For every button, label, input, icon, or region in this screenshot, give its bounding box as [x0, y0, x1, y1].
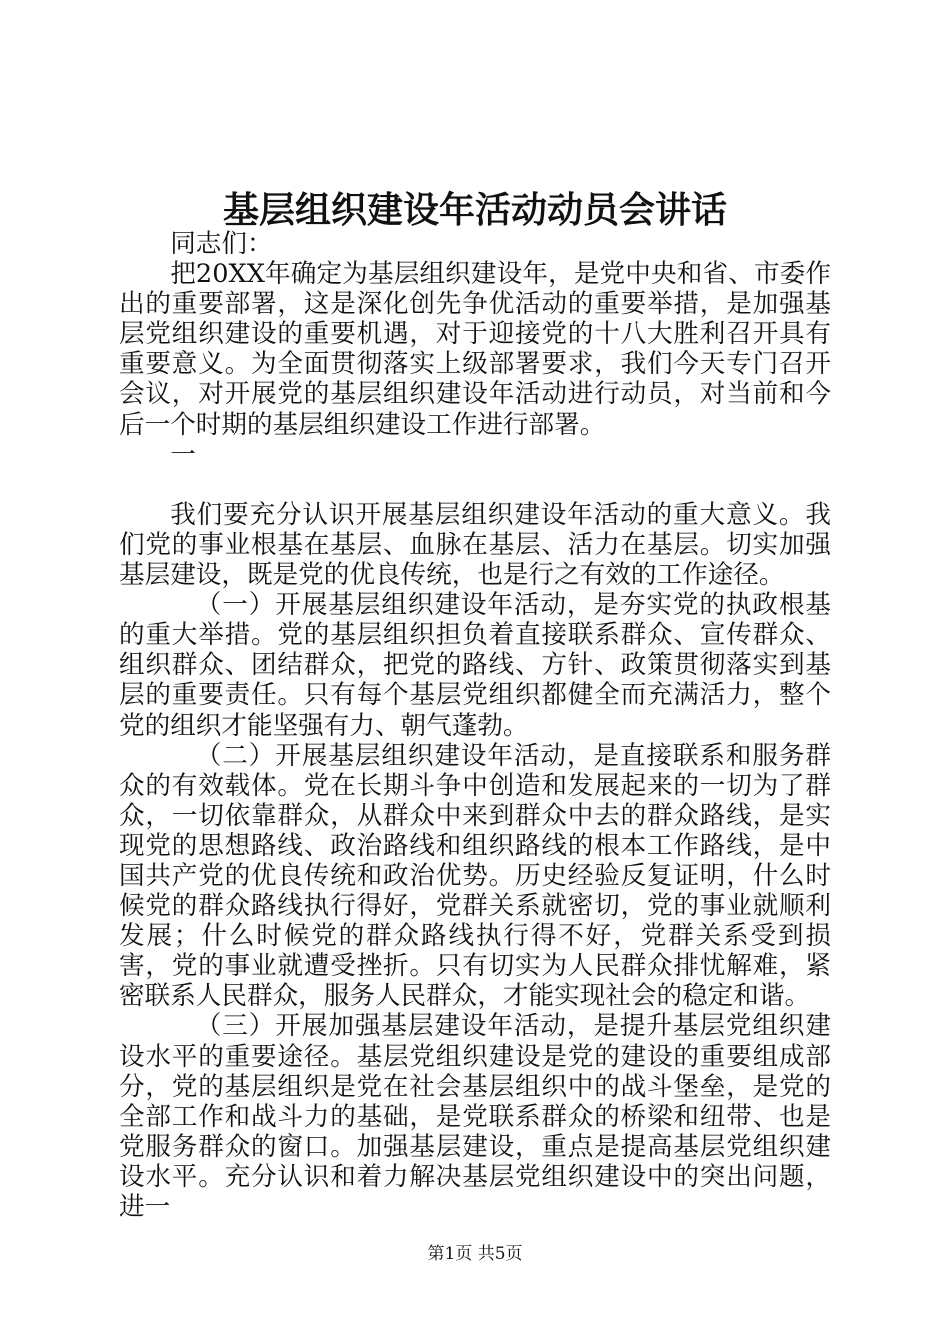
paragraph-point-3: （三）开展加强基层建设年活动，是提升基层党组织建设水平的重要途径。基层党组织建设是党的建设的重要组成部分，党的基层组织是党在社会基层组织中的战斗堡垒，是党的全部工作和战斗力的基础，是党联系群众的桥梁和纽带、也是党服务群众的窗口。加强基层建设，重点是提高基层党组织建设水平。充分认识和着力解决基层党组织建设中的突出问题，进一 — [119, 1011, 831, 1222]
paragraph-intro: 把20XX年确定为基层组织建设年，是党中央和省、市委作出的重要部署，这是深化创先争优活动的重要举措，是加强基层党组织建设的重要机遇，对于迎接党的十八大胜利召开具有重要意义。为全面贯彻落实上级部署要求，我们今天专门召开会议，对开展党的基层组织建设年活动进行动员，对当前和今后一个时期的基层组织建设工作进行部署。 — [119, 259, 831, 440]
document-title: 基层组织建设年活动动员会讲话 — [222, 189, 727, 231]
page-footer: 第1页 共5页 — [427, 1244, 523, 1264]
paragraph-point-1: （一）开展基层组织建设年活动，是夯实党的执政根基的重大举措。党的基层组织担负着直接联系群众、宣传群众、组织群众、团结群众，把党的路线、方针、政策贯彻落实到基层的重要责任。只有每个基层党组织都健全而充满活力，整个党的组织才能坚强有力、朝气蓬勃。 — [119, 590, 831, 741]
paragraph-point-2: （二）开展基层组织建设年活动，是直接联系和服务群众的有效载体。党在长期斗争中创造和发展起来的一切为了群众，一切依靠群众，从群众中来到群众中去的群众路线，是实现党的思想路线、政治路线和组织路线的根本工作路线，是中国共产党的优良传统和政治优势。历史经验反复证明，什么时候党的群众路线执行得好，党群关系就密切，党的事业就顺利发展；什么时候党的群众路线执行得不好，党群关系受到损害，党的事业就遭受挫折。只有切实为人民群众排忧解难，紧密联系人民群众，服务人民群众，才能实现社会的稳定和谐。 — [119, 740, 831, 1012]
document-body — [119, 229, 831, 1222]
paragraph-significance: 我们要充分认识开展基层组织建设年活动的重大意义。我们党的事业根基在基层、血脉在基层、活力在基层。切实加强基层建设，既是党的优良传统，也是行之有效的工作途径。 — [119, 499, 831, 591]
salutation: 同志们： — [170, 229, 273, 259]
section-heading-one: 一 — [170, 439, 196, 470]
